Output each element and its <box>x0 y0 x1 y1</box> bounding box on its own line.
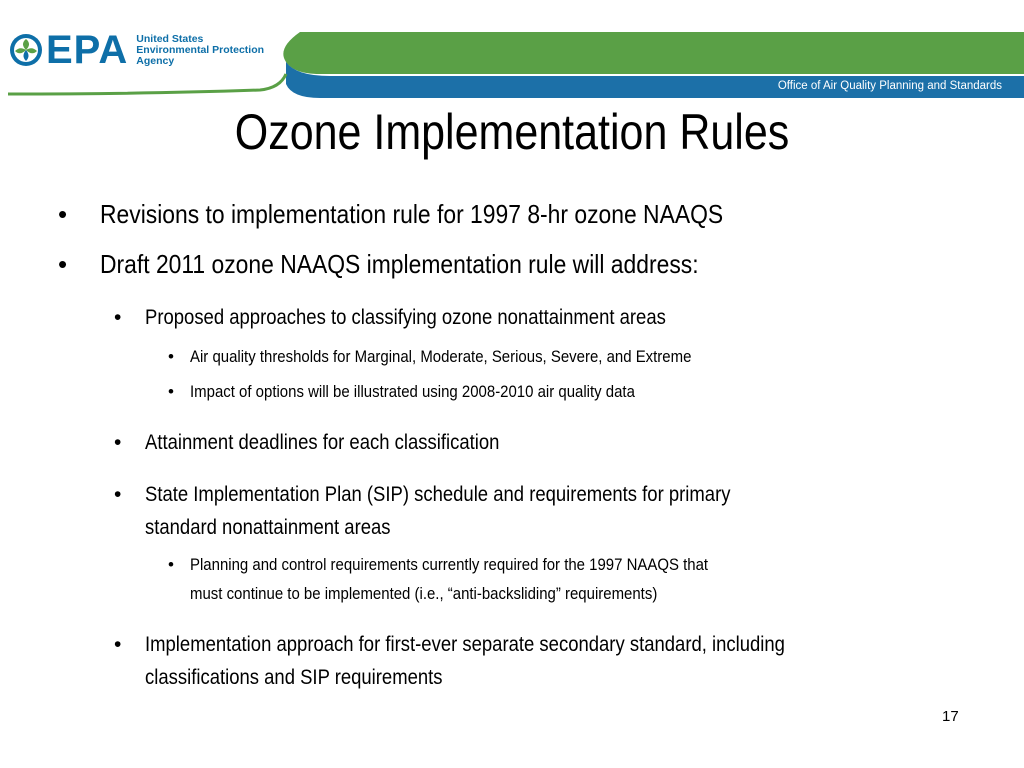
page-number: 17 <box>942 708 959 725</box>
bullet-glyph: • <box>168 382 174 401</box>
bullet-glyph: • <box>114 483 122 506</box>
bullet-text: State Implementation Plan (SIP) schedule and requirements for primary <box>145 483 731 506</box>
bullet-text-continuation: standard nonattainment areas <box>145 516 391 539</box>
bullet-text: Impact of options will be illustrated using 2008-2010 air quality data <box>190 382 635 401</box>
bullet-text: Attainment deadlines for each classification <box>145 431 500 454</box>
office-name: Office of Air Quality Planning and Standards <box>777 80 1002 92</box>
bullet-text: Air quality thresholds for Marginal, Moderate, Serious, Severe, and Extreme <box>190 347 692 366</box>
bullet-glyph: • <box>58 249 68 279</box>
bullet-text: Draft 2011 ozone NAAQS implementation rule will address: <box>100 249 699 279</box>
agency-name <box>136 34 264 67</box>
bullet-text: Implementation approach for first-ever separate secondary standard, including <box>145 633 785 656</box>
bullet-glyph: • <box>114 306 122 329</box>
bullet-text: Revisions to implementation rule for 1997 8-hr ozone NAAQS <box>100 199 724 229</box>
agency-line: Environmental Protection <box>136 43 265 56</box>
bullet-glyph: • <box>168 347 174 366</box>
bullet-glyph: • <box>58 199 68 229</box>
bullet-glyph: • <box>168 555 174 574</box>
bullet-glyph: • <box>114 633 122 656</box>
epa-flower-icon <box>8 32 44 68</box>
agency-line: United States <box>136 32 204 45</box>
epa-logo-text: EPA <box>46 28 129 72</box>
slide-title: Ozone Implementation Rules <box>234 104 790 160</box>
epa-logo <box>8 28 265 72</box>
bullet-text: Planning and control requirements currently required for the 1997 NAAQS that <box>190 555 709 574</box>
bullet-text-continuation: classifications and SIP requirements <box>145 666 443 689</box>
slide-header <box>0 0 1024 100</box>
bullet-glyph: • <box>114 431 122 454</box>
agency-line: Agency <box>136 54 175 67</box>
bullet-text: Proposed approaches to classifying ozone nonattainment areas <box>145 306 666 329</box>
bullet-text-continuation: must continue to be implemented (i.e., “anti-backsliding” requirements) <box>190 584 658 603</box>
